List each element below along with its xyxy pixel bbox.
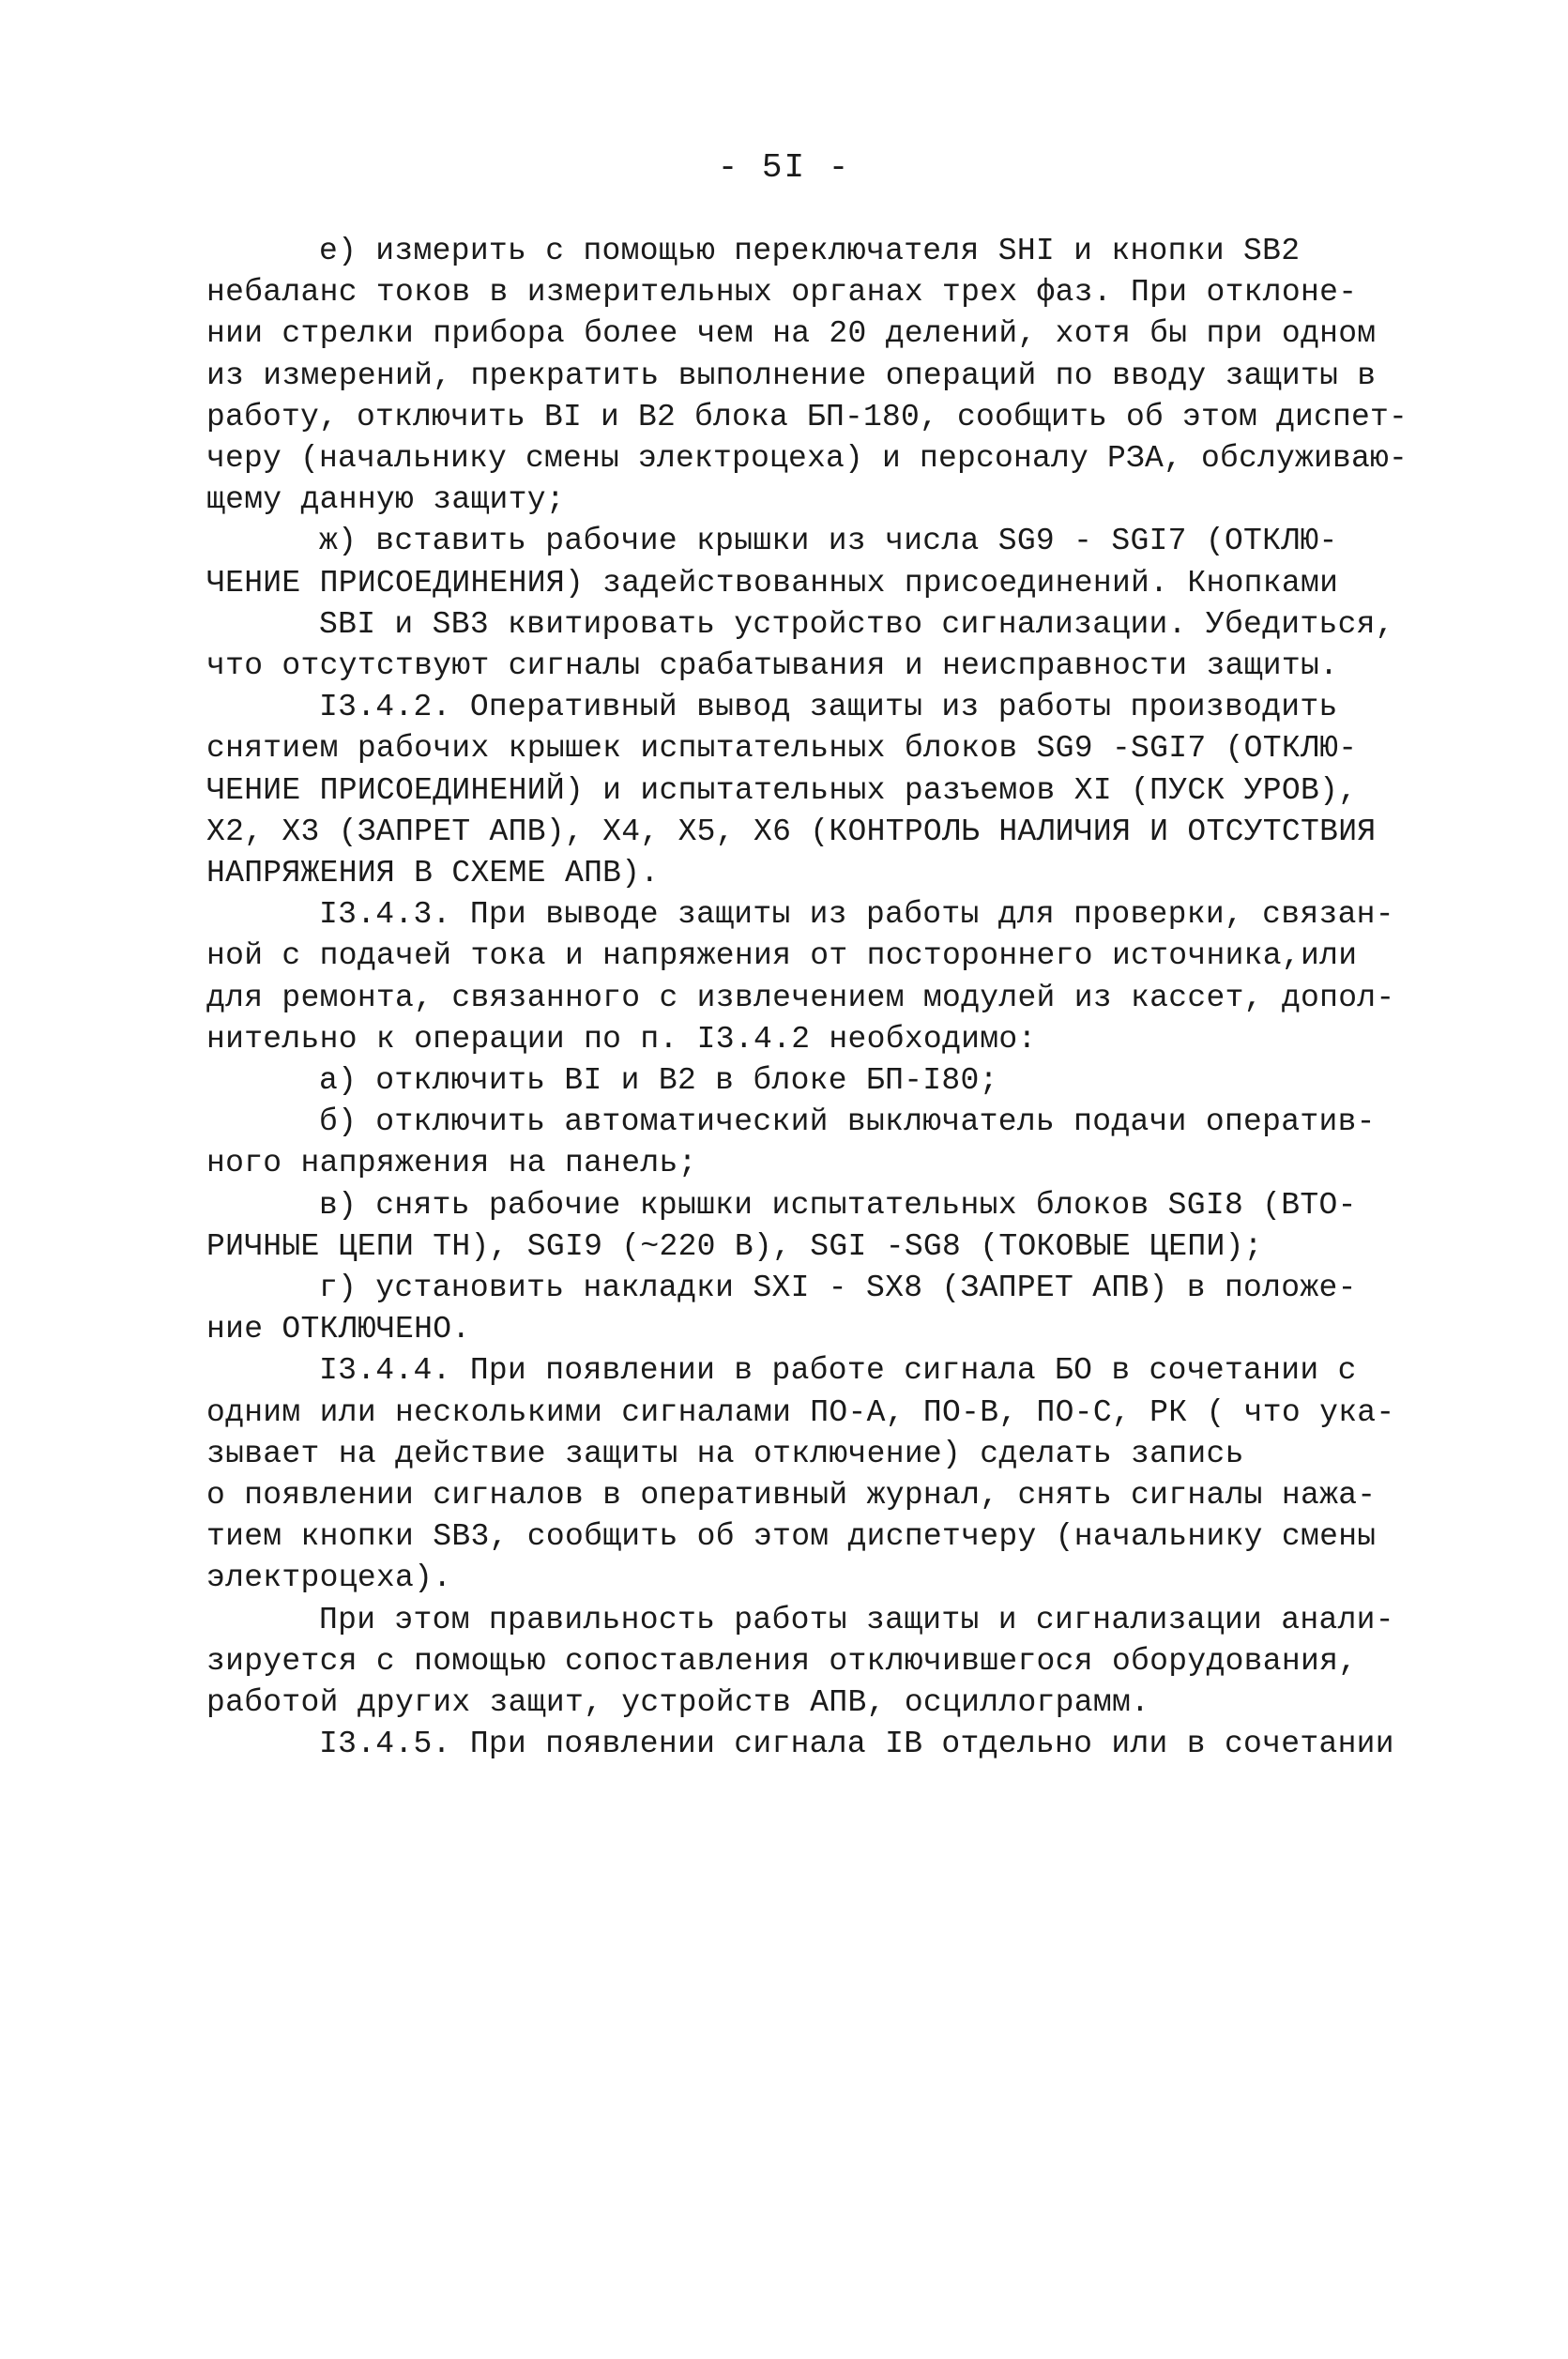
text-line: щему данную защиту; [206, 482, 565, 517]
page-number: - 5I - [717, 148, 851, 187]
text-line: I3.4.5. При появлении сигнала IB отдельно или в сочетании [319, 1727, 1394, 1761]
text-line: для ремонта, связанного с извлечением модулей из кассет, допол- [206, 981, 1395, 1015]
text-line: снятием рабочих крышек испытательных блоков SG9 -SGI7 (ОТКЛЮ- [206, 731, 1358, 766]
text-line: работой других защит, устройств АПВ, осциллограмм. [206, 1685, 1150, 1720]
text-line: зируется с помощью сопоставления отключившегося оборудования, [206, 1644, 1358, 1679]
text-line: I3.4.2. Оперативный вывод защиты из работы производить [319, 690, 1338, 724]
text-line: черу (начальнику смены электроцеха) и персоналу РЗА, обслуживаю- [206, 441, 1408, 476]
text-line: тием кнопки SB3, сообщить об этом диспетчеру (начальнику смены [206, 1519, 1377, 1554]
text-line: X2, X3 (ЗАПРЕТ АПВ), X4, X5, X6 (КОНТРОЛЬ НАЛИЧИЯ И ОТСУТСТВИЯ [206, 814, 1377, 849]
text-line: I3.4.4. При появлении в работе сигнала БО в сочетании с [319, 1353, 1357, 1388]
text-line: а) отключить BI и B2 в блоке БП-I80; [319, 1063, 998, 1098]
text-line: нительно к операции по п. I3.4.2 необходимо: [206, 1022, 1037, 1057]
text-line: нии стрелки прибора более чем на 20 делений, хотя бы при одном [206, 316, 1377, 351]
text-line: г) установить накладки SXI - SX8 (ЗАПРЕТ АПВ) в положе- [319, 1271, 1357, 1305]
text-line: SBI и SB3 квитировать устройство сигнализации. Убедиться, [319, 607, 1394, 642]
text-line: одним или несколькими сигналами ПО-А, ПО-В, ПО-С, РК ( что ука- [206, 1395, 1395, 1430]
text-line: е) измерить с помощью переключателя SHI и кнопки SB2 [319, 234, 1301, 268]
text-line: зывает на действие защиты на отключение) сделать запись [206, 1437, 1244, 1471]
text-line: НАПРЯЖЕНИЯ В СХЕМЕ АПВ). [206, 856, 660, 890]
text-line: ного напряжения на панель; [206, 1146, 697, 1180]
text-line: что отсутствуют сигналы срабатывания и неисправности защиты. [206, 648, 1339, 683]
text-line: ЧЕНИЕ ПРИСОЕДИНЕНИЯ) задействованных присоединений. Кнопками [206, 566, 1339, 601]
text-line: электроцеха). [206, 1560, 452, 1595]
text-line: б) отключить автоматический выключатель подачи оператив- [319, 1104, 1376, 1139]
text-line: ЧЕНИЕ ПРИСОЕДИНЕНИЙ) и испытательных разъемов XI (ПУСК УРОВ), [206, 773, 1358, 808]
text-line: небаланс токов в измерительных органах трех фаз. При отклоне- [206, 275, 1358, 310]
text-line: в) снять рабочие крышки испытательных блоков SGI8 (ВТО- [319, 1188, 1357, 1223]
text-line: I3.4.3. При выводе защиты из работы для проверки, связан- [319, 897, 1394, 932]
text-line: из измерений, прекратить выполнение операций по вводу защиты в [206, 358, 1377, 393]
text-line: РИЧНЫЕ ЦЕПИ ТН), SGI9 (~220 В), SGI -SG8 (ТОКОВЫЕ ЦЕПИ); [206, 1229, 1263, 1264]
text-line: ж) вставить рабочие крышки из числа SG9 - SGI7 (ОТКЛЮ- [319, 524, 1338, 558]
text-line: о появлении сигналов в оперативный журнал, снять сигналы нажа- [206, 1478, 1377, 1513]
text-line: ной с подачей тока и напряжения от постороннего источника,или [206, 938, 1358, 973]
text-line: При этом правильность работы защиты и сигнализации анали- [319, 1603, 1394, 1637]
text-line: ние ОТКЛЮЧЕНО. [206, 1312, 471, 1347]
text-line: работу, отключить BI и B2 блока БП-180, сообщить об этом диспет- [206, 400, 1408, 434]
